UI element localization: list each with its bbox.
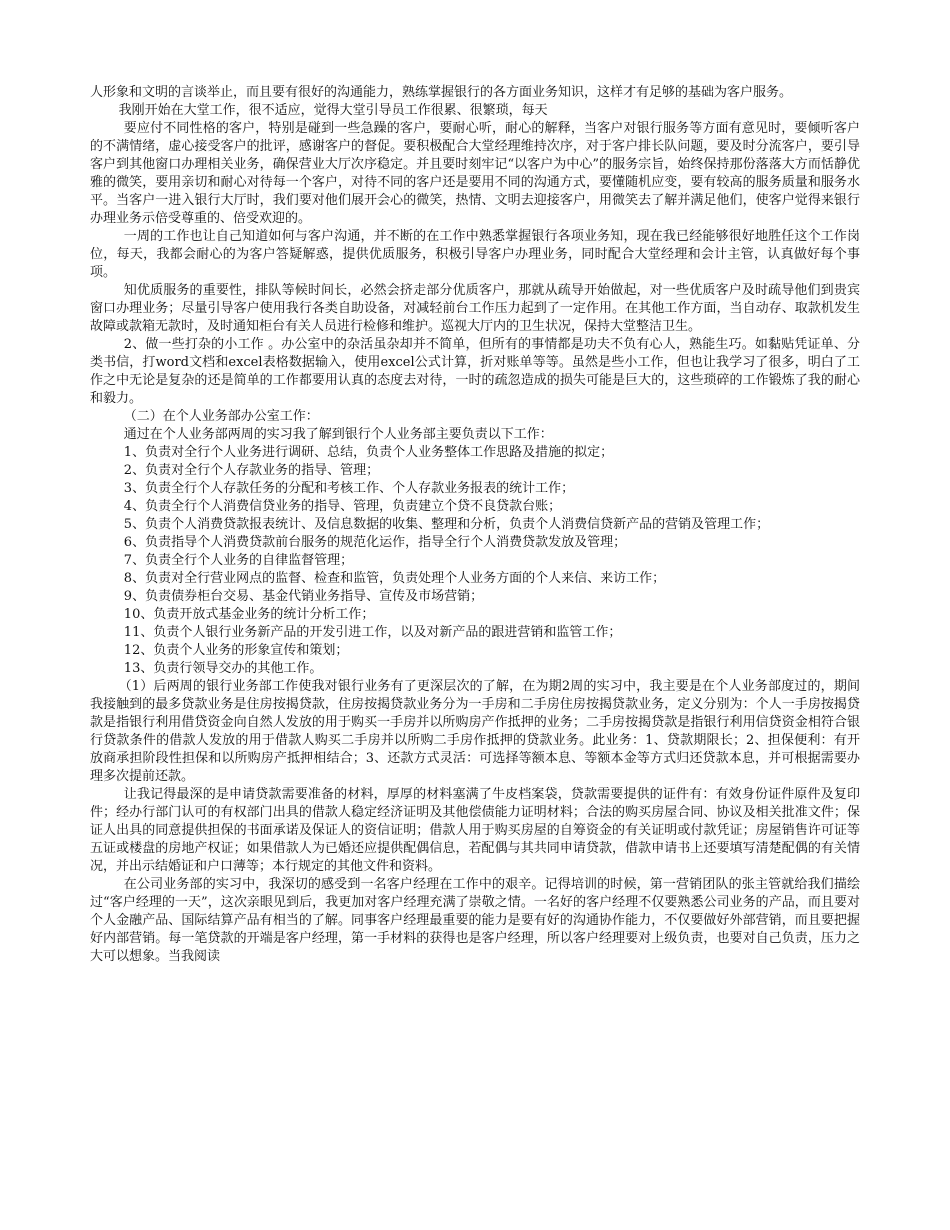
paragraph: 我刚开始在大堂工作，很不适应，觉得大堂引导员工作很累、很繁琐，每天 bbox=[118, 103, 548, 118]
document-page bbox=[90, 84, 860, 966]
list-item: 7、负责全行个人业务的自律监督管理； bbox=[123, 553, 354, 568]
paragraph: 知优质服务的重要性，排队等候时间长，必然会挤走部分优质客户，那就从疏导开始做起，对一些优质客户及时疏导他们到贵宾窗口办理业务；尽量引导客户使用我行各类自助设备，对减轻前台工作压力起到了一定作用。在其他工作方面，当自动存、取款机发生故障或款箱无款时，及时通知柜台有关人员进行检修和维护。巡视大厅内的卫生状况，保持大堂整洁卫生。 bbox=[90, 283, 860, 334]
list-item: 8、负责对全行营业网点的监督、检查和监管，负责处理个人业务方面的个人来信、来访工作； bbox=[123, 571, 666, 586]
list-item: 13、负责行领导交办的其他工作。 bbox=[123, 661, 323, 676]
list-item: 1、负责对全行个人业务进行调研、总结，负责个人业务整体工作思路及措施的拟定； bbox=[123, 445, 614, 460]
paragraph: 一周的工作也让自己知道如何与客户沟通，并不断的在工作中熟悉掌握银行各项业务知，现在我已经能够很好地胜任这个工作岗位，每天，我都会耐心的为客户答疑解惑，提供优质服务，积极引导客户办理业务，同时配合大堂经理和会计主管，认真做好每个事项。 bbox=[90, 229, 860, 280]
paragraph: 人形象和文明的言谈举止，而且要有很好的沟通能力，熟练掌握银行的各方面业务知识，这样才有足够的基础为客户服务。 bbox=[90, 85, 793, 100]
list-item: 4、负责全行个人消费信贷业务的指导、管理，负责建立个贷不良贷款台账； bbox=[123, 499, 562, 514]
paragraph: 在公司业务部的实习中，我深切的感受到一名客户经理在工作中的艰辛。记得培训的时候，第一营销团队的张主管就给我们描绘过“客户经理的一天”，这次亲眼见到后，我更加对客户经理充满了崇敬之情。一名好的客户经理不仅要熟悉公司业务的产品，而且要对个人金融产品、国际结算产品有相当的了解。同事客户经理最重要的能力是要有好的沟通协作能力，不仅要做好外部营销，而且要把握好内部营销。每一笔贷款的开端是客户经理，第一手材料的获得也是客户经理，所以客户经理要对上级负责，也要对自己负责，压力之大可以想象。当我阅读 bbox=[90, 877, 860, 964]
list-item: 11、负责个人银行业务新产品的开发引进工作，以及对新产品的跟进营销和监管工作； bbox=[123, 625, 622, 640]
paragraph: （1）后两周的银行业务部工作使我对银行业务有了更深层次的了解，在为期2周的实习中，我主要是在个人业务部度过的，期间我接触到的最多贷款业务是住房按揭贷款，住房按揭贷款业务分为一手房和二手房住房按揭贷款业务，定义分别为：个人一手房按揭贷款是指银行利用借贷资金向自然人发放的用于购买一手房并以所购房产作抵押的业务；二手房按揭贷款是指银行利用信贷资金相符合银行贷款条件的借款人发放的用于借款人购买二手房并以所购二手房作抵押的贷款业务。此业务：1、贷款期限长；2、担保便利：有开放商承担阶段性担保和以所购房产抵押相结合；3、还款方式灵活：可选择等额本息、等额本金等方式归还贷款本息，并可根据需要办理多次提前还款。 bbox=[90, 679, 860, 784]
paragraph: 通过在个人业务部两周的实习我了解到银行个人业务部主要负责以下工作： bbox=[123, 427, 553, 442]
list-item: 2、负责对全行个人存款业务的指导、管理； bbox=[123, 463, 380, 478]
list-item: 5、负责个人消费贷款报表统计、及信息数据的收集、整理和分析，负责个人消费信贷新产品的营销及管理工作； bbox=[123, 517, 770, 532]
list-item: 3、负责全行个人存款任务的分配和考核工作、个人存款业务报表的统计工作； bbox=[123, 481, 575, 496]
list-item: 6、负责指导个人消费贷款前台服务的规范化运作，指导全行个人消费贷款发放及管理； bbox=[123, 535, 627, 550]
list-item: 12、负责个人业务的形象宣传和策划； bbox=[123, 643, 349, 658]
list-item: 9、负责债券柜台交易、基金代销业务指导、宣传及市场营销； bbox=[123, 589, 484, 604]
section-heading: （二）在个人业务部办公室工作： bbox=[123, 409, 319, 424]
list-item: 10、负责开放式基金业务的统计分析工作； bbox=[123, 607, 375, 622]
paragraph: 让我记得最深的是申请贷款需要准备的材料，厚厚的材料塞满了牛皮档案袋，贷款需要提供的证件有：有效身份证件原件及复印件；经办行部门认可的有权部门出具的借款人稳定经济证明及其他偿债能力证明材料；合法的购买房屋合同、协议及相关批准文件；保证人出具的同意提供担保的书面承诺及保证人的资信证明；借款人用于购买房屋的自筹资金的有关证明或付款凭证；房屋销售许可证等五证或楼盘的房地产权证；如果借款人为已婚还应提供配偶信息，若配偶与其共同申请贷款，借款申请书上还要填写清楚配偶的有关情况，并出示结婚证和户口薄等；本行规定的其他文件和资料。 bbox=[90, 787, 860, 874]
paragraph: 2、做一些打杂的小工作 。办公室中的杂活虽杂却并不简单，但所有的事情都是功夫不负有心人，熟能生巧。如黏贴凭证单、分类书信，打word文档和excel表格数据输入，使用excel公式计算，折对账单等等。虽然是些小工作，但也让我学习了很多，明白了工作之中无论是复杂的还是简单的工作都要用认真的态度去对待，一时的疏忽造成的损失可能是巨大的，这些琐碎的工作锻炼了我的耐心和毅力。 bbox=[90, 337, 860, 406]
paragraph: 要应付不同性格的客户，特别是碰到一些急躁的客户，要耐心听，耐心的解释，当客户对银行服务等方面有意见时，要倾听客户的不满情绪，虚心接受客户的批评，感谢客户的督促。要积极配合大堂经理维持次序，对于客户排长队问题，要及时分流客户，要引导客户到其他窗口办理相关业务，确保营业大厅次序稳定。并且要时刻牢记“以客户为中心”的服务宗旨，始终保持那份落落大方而恬静优雅的微笑，要用亲切和耐心对待每一个客户，对待不同的客户还是要用不同的沟通方式，要懂随机应变，要有较高的服务质量和服务水平。当客户一进入银行大厅时，我们要对他们展开会心的微笑，热情、文明去迎接客户，用微笑去了解并满足他们，使客户觉得来银行办理业务示倍受尊重的、倍受欢迎的。 bbox=[90, 121, 860, 226]
